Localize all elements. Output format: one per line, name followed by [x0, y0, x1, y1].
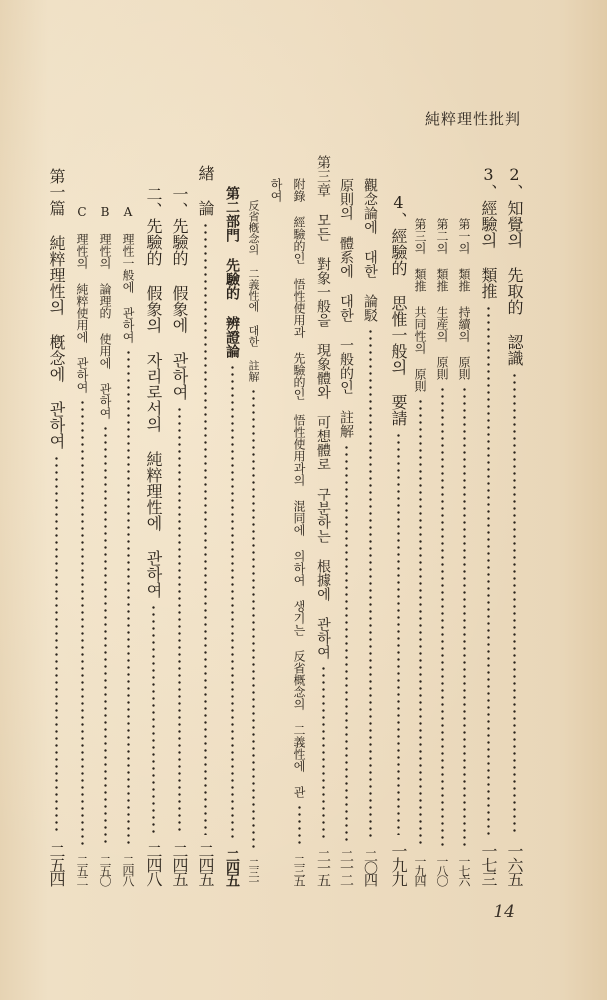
leader-dots — [298, 804, 301, 847]
toc-entry — [270, 178, 282, 278]
toc-entry-title: 第二의 類推 生産의 原則 — [435, 218, 449, 380]
leader-dots — [81, 399, 84, 847]
toc-entry-title: 4、經驗的 思惟一般의 要請 — [389, 193, 408, 426]
leader-dots — [252, 388, 255, 850]
leader-dots — [463, 386, 466, 847]
leader-dots — [178, 406, 181, 835]
toc-entry — [458, 218, 470, 885]
toc-entry-page: 一八〇 — [435, 855, 449, 885]
toc-entry — [197, 165, 213, 885]
leader-dots — [487, 305, 490, 835]
toc-entry-page: 二一二 — [338, 849, 354, 885]
leader-dots — [204, 222, 207, 835]
toc-entry-title: 緖 論 — [196, 165, 215, 216]
toc-entry-title: 第三의 類推 共同性의 原則 — [413, 218, 427, 392]
toc-entry-page: 二四五 — [196, 843, 215, 885]
toc-entry — [48, 168, 64, 885]
toc-entry — [480, 165, 496, 885]
toc-entry — [506, 165, 522, 885]
toc-entry-title: 附錄 經驗的인 悟性使用과 先驗的인 悟性使用과의 混同에 의하여 생기는 反省概念의 二義性에 관 — [292, 178, 306, 798]
toc-entry-title: 第二部門 先驗的 辨證論 — [224, 186, 240, 358]
toc-entry — [414, 218, 426, 885]
toc-entry-part — [225, 186, 239, 885]
toc-entry — [339, 178, 353, 885]
toc-entry-title: 二、先驗的 假象의 자리로서의 純粹理性에 관하여 — [144, 186, 163, 598]
leader-dots — [152, 604, 155, 835]
leader-dots — [397, 432, 400, 835]
toc-entry-title: C 理性의 純粹使用에 관하여 — [75, 205, 89, 393]
toc-entry — [293, 178, 305, 885]
toc-entry-title: 3、經驗의 類推 — [479, 165, 498, 299]
toc-entry — [390, 193, 406, 885]
toc-entry — [171, 186, 187, 885]
leader-dots — [513, 372, 516, 835]
toc-entry-page: 二〇四 — [362, 849, 378, 885]
leader-dots — [441, 386, 444, 847]
toc-entry-title: 第一篇 純粹理性의 槪念에 관하여 — [47, 168, 66, 449]
leader-dots — [369, 328, 372, 841]
toc-entry — [363, 178, 377, 885]
toc-entry-page: 二四八 — [121, 855, 135, 885]
toc-entry-page: 二五二 — [75, 855, 89, 885]
leader-dots — [419, 398, 422, 847]
page-number: 14 — [493, 902, 515, 922]
toc-entry — [316, 155, 330, 885]
leader-dots — [322, 665, 325, 841]
running-head: 純粹理性批判 — [424, 110, 521, 128]
toc-entry-title: 2、知覺의 先取的 認識 — [505, 165, 524, 366]
toc-entry — [122, 205, 134, 885]
leader-dots — [127, 349, 130, 847]
toc-entry-page: 二一五 — [315, 849, 331, 885]
toc-entry — [99, 205, 111, 885]
toc-entry-title: 反省槪念의 二義性에 대한 註解 — [247, 200, 260, 382]
toc-entry-title: 하여 — [269, 178, 283, 202]
toc-entry — [76, 205, 88, 885]
toc-entry-title: 第三章 모든 對象一般을 現象體와 可想體로 구분하는 根據에 관하여 — [315, 155, 331, 659]
toc-entry-page: 二五〇 — [98, 855, 112, 885]
toc-entry-title: 第一의 類推 持續의 原則 — [457, 218, 471, 380]
toc-entry-page: 一九九 — [389, 843, 408, 885]
leader-dots — [104, 425, 107, 847]
toc-entry-page: 一七三 — [479, 843, 498, 885]
leader-dots — [345, 444, 348, 841]
leader-dots — [231, 364, 234, 841]
toc-entry-page: 二四五 — [224, 849, 240, 885]
toc-entry-page: 二四五 — [170, 843, 189, 885]
toc-entry — [248, 200, 259, 885]
leader-dots — [55, 455, 58, 835]
toc-entry-title: A 理性一般에 관하여 — [121, 205, 135, 343]
toc-entry — [436, 218, 448, 885]
toc-entry-title: 一、先驗的 假象에 관하여 — [170, 186, 189, 400]
toc-entry-page: 二四八 — [144, 843, 163, 885]
toc-entry-title: B 理性의 論理的 使用에 관하여 — [98, 205, 112, 419]
toc-entry-title: 觀念論에 대한 論駁 — [362, 178, 378, 322]
toc-entry — [145, 186, 161, 885]
toc-entry-page: 一六五 — [505, 843, 524, 885]
toc-entry-title: 原則의 體系에 대한 一般的인 註解 — [338, 178, 354, 438]
toc-entry-page: 二三五 — [292, 855, 306, 885]
toc-entry-page: 一九四 — [413, 855, 427, 885]
toc-entry-page: 一七六 — [457, 855, 471, 885]
toc-entry-page: 二五四 — [47, 843, 66, 885]
toc-entry-page: 二三一 — [247, 858, 260, 885]
